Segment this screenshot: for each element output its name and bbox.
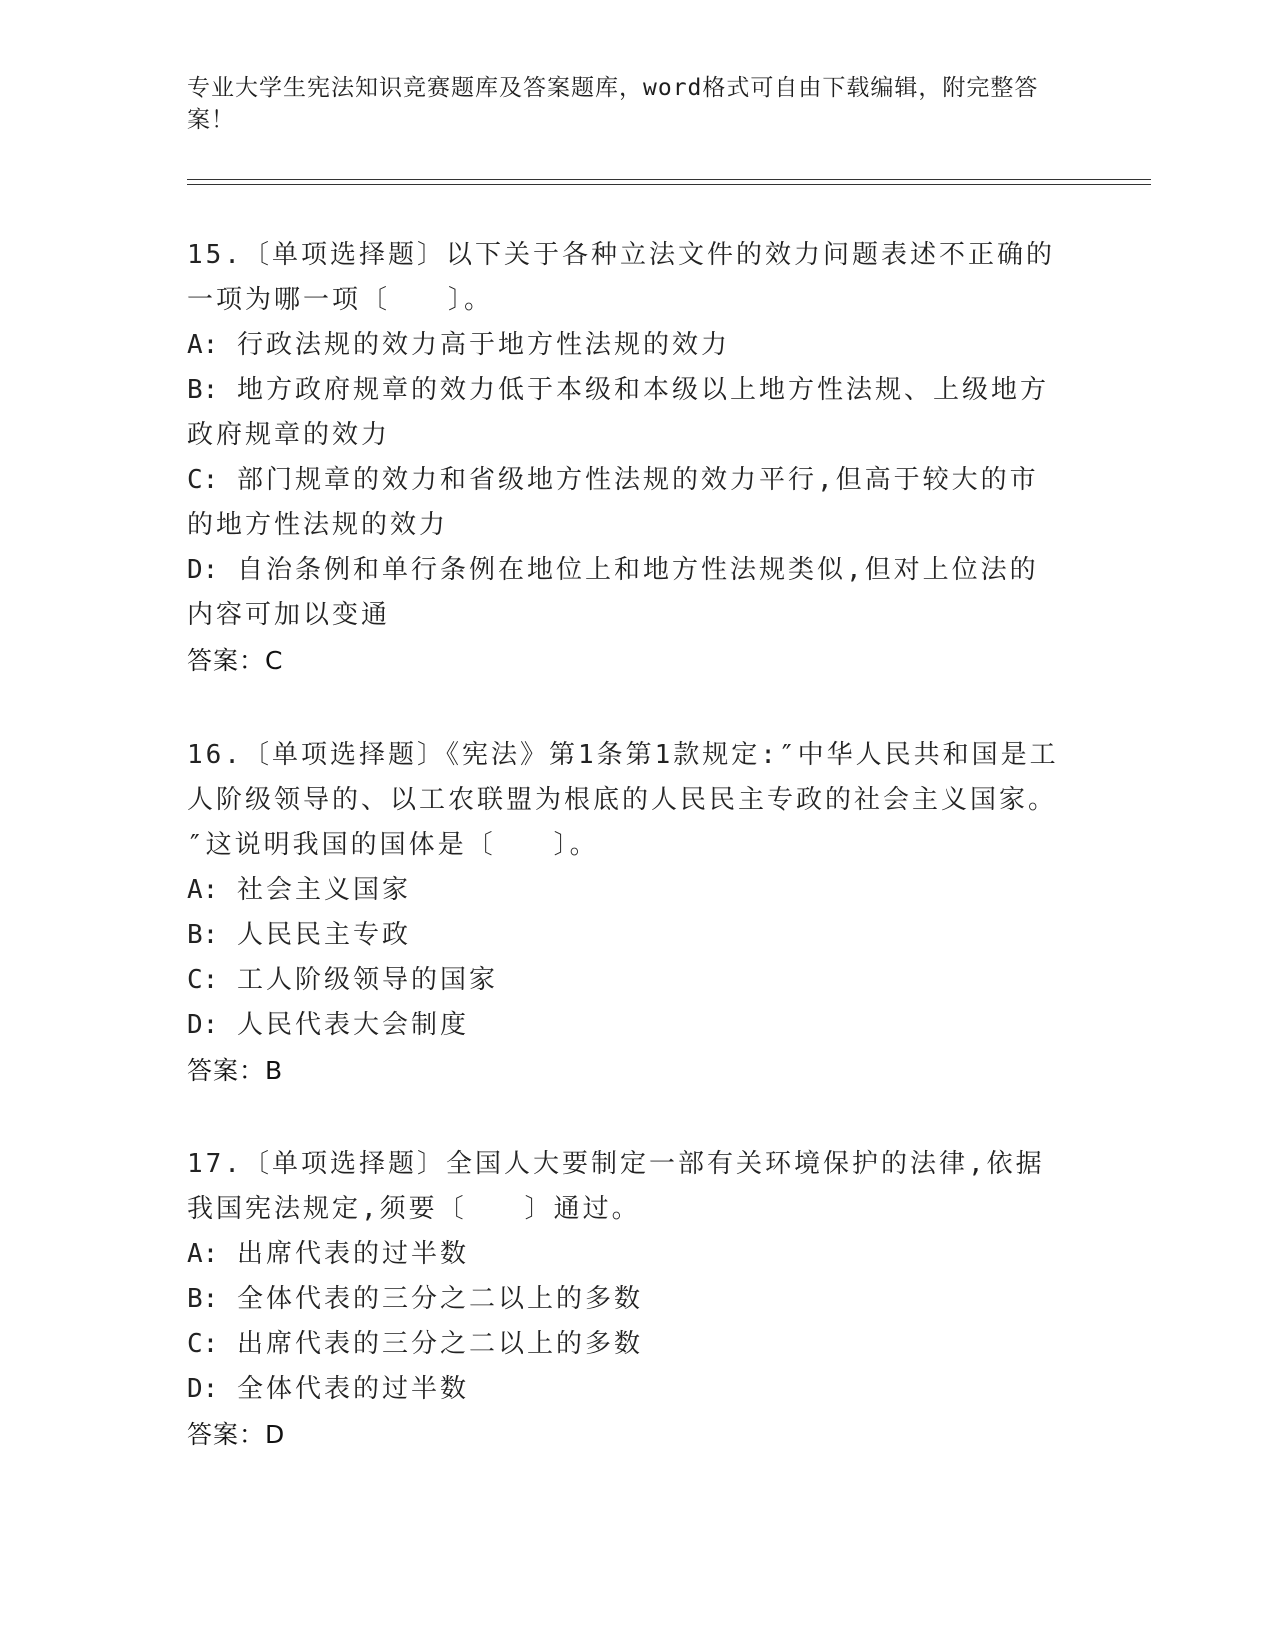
option-key: B:: [187, 375, 219, 405]
option-key: A:: [187, 330, 219, 360]
option-key: B:: [187, 1284, 219, 1314]
option-key: A:: [187, 875, 219, 905]
option-b: [187, 368, 1067, 458]
option-a: [187, 323, 1067, 368]
option-c: [187, 958, 1067, 1003]
option-text: 人民代表大会制度: [236, 1010, 469, 1040]
option-text: 社会主义国家: [236, 875, 411, 905]
question-15: [187, 233, 1067, 683]
header-rule-bottom: [187, 184, 1151, 185]
option-b: [187, 913, 1067, 958]
option-key: B:: [187, 920, 219, 950]
option-c: [187, 458, 1067, 548]
option-text: 出席代表的三分之二以上的多数: [236, 1329, 643, 1359]
option-key: C:: [187, 1329, 219, 1359]
option-a: [187, 868, 1067, 913]
option-c: [187, 1322, 1067, 1367]
option-d: [187, 1003, 1067, 1048]
answer-line: 答案：D: [187, 1420, 286, 1449]
option-key: C:: [187, 465, 219, 495]
question-stem: 16.〔单项选择题〕《宪法》第1条第1款规定:″中华人民共和国是工人阶级领导的、以工农联盟为根底的人民民主专政的社会主义国家。″这说明我国的国体是〔 〕。: [187, 740, 1059, 860]
question-stem: 17.〔单项选择题〕全国人大要制定一部有关环境保护的法律,依据我国宪法规定,须要〔 〕通过。: [187, 1149, 1045, 1224]
option-d: [187, 1367, 1067, 1412]
answer-line: 答案：B: [187, 1056, 284, 1085]
option-key: D:: [187, 555, 219, 585]
option-text: 人民民主专政: [236, 920, 411, 950]
option-text: 行政法规的效力高于地方性法规的效力: [236, 330, 730, 360]
question-17: [187, 1142, 1067, 1457]
option-text: 地方政府规章的效力低于本级和本级以上地方性法规、上级地方政府规章的效力: [187, 375, 1049, 450]
option-key: C:: [187, 965, 219, 995]
option-text: 全体代表的过半数: [236, 1374, 469, 1404]
option-text: 工人阶级领导的国家: [236, 965, 498, 995]
option-text: 自治条例和单行条例在地位上和地方性法规类似,但对上位法的内容可加以变通: [187, 555, 1039, 630]
option-a: [187, 1232, 1067, 1277]
option-key: A:: [187, 1239, 219, 1269]
header-rule-top: [187, 179, 1151, 180]
page-header: 专业大学生宪法知识竞赛题库及答案题库，word格式可自由下载编辑，附完整答案！: [187, 75, 1039, 133]
answer-line: 答案：C: [187, 646, 284, 675]
option-text: 全体代表的三分之二以上的多数: [236, 1284, 643, 1314]
option-text: 部门规章的效力和省级地方性法规的效力平行,但高于较大的市的地方性法规的效力: [187, 465, 1039, 540]
option-text: 出席代表的过半数: [236, 1239, 469, 1269]
question-stem: 15.〔单项选择题〕以下关于各种立法文件的效力问题表述不正确的一项为哪一项〔 〕。: [187, 240, 1055, 315]
option-key: D:: [187, 1374, 219, 1404]
option-key: D:: [187, 1010, 219, 1040]
option-b: [187, 1277, 1067, 1322]
option-d: [187, 548, 1067, 638]
question-16: [187, 733, 1067, 1093]
